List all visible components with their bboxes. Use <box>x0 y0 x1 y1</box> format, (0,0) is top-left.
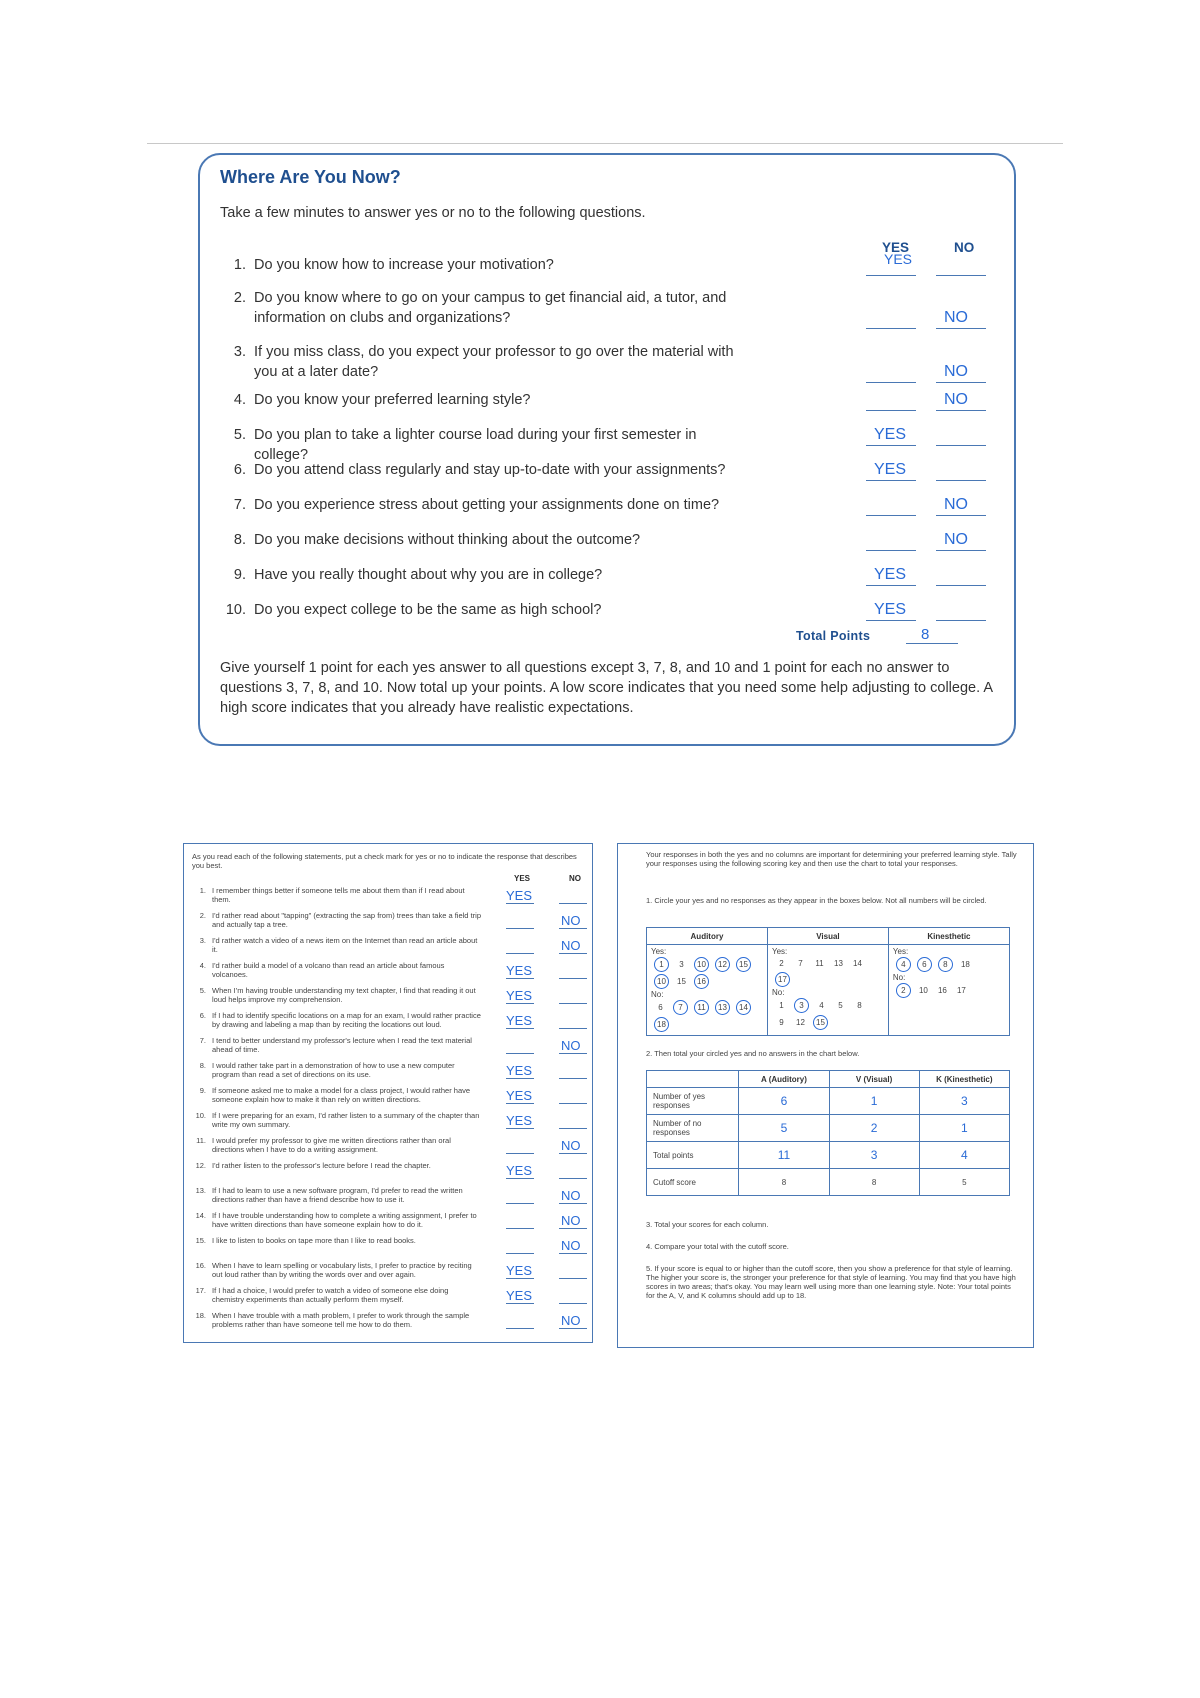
no-check-line[interactable] <box>559 1178 587 1179</box>
circled-number: 3 <box>794 998 809 1013</box>
item-text: When I'm having trouble understanding my text chapter, I find that reading it out loud helps improve my comprehension. <box>212 986 476 1004</box>
yes-check-line[interactable] <box>506 1178 534 1179</box>
key-number: 3 <box>679 960 684 969</box>
key-cell-visual <box>767 945 888 1036</box>
visual-score: 8 <box>829 1169 919 1196</box>
yes-check-line[interactable] <box>506 1003 534 1004</box>
yes-check-line[interactable] <box>506 903 534 904</box>
item-text: If I had to learn to use a new software program, I'd prefer to read the written directions rather than have a friend describe how to use it. <box>212 1186 463 1204</box>
key-number: 1 <box>779 1001 784 1010</box>
no-check-line[interactable] <box>559 1278 587 1279</box>
yes-check-line[interactable] <box>506 978 534 979</box>
score-row <box>647 1142 1010 1169</box>
item-number: 4. <box>199 961 206 970</box>
item-number: 17. <box>195 1286 206 1295</box>
handwritten-answer: YES <box>874 566 907 583</box>
question-number: 3. <box>233 344 246 360</box>
circled-number: 18 <box>654 1017 669 1032</box>
quiz-title: Where Are You Now? <box>220 167 401 187</box>
no-check-line[interactable] <box>559 1053 587 1054</box>
item-number: 8. <box>199 1061 206 1070</box>
question-number: 4. <box>233 392 246 408</box>
item-number: 1. <box>199 886 206 895</box>
handwritten-answer: NO <box>944 309 968 326</box>
handwritten-answer: NO <box>561 1213 581 1228</box>
score-row <box>647 1115 1010 1142</box>
questionnaire-no-header: NO <box>569 874 581 883</box>
auditory-no-label: No: <box>651 990 664 999</box>
item-text: I would rather take part in a demonstration of how to use a new computer program than read a set of directions on its use. <box>212 1061 455 1079</box>
quiz-intro: Take a few minutes to answer yes or no to the following questions. <box>220 205 646 221</box>
yes-column-header: YES <box>882 240 910 255</box>
no-check-line[interactable] <box>559 1153 587 1154</box>
yes-answer-line[interactable] <box>866 515 916 516</box>
no-check-line[interactable] <box>559 1003 587 1004</box>
total-points-label: Total Points <box>796 629 871 643</box>
yes-answer-line[interactable] <box>866 445 916 446</box>
scoring-intro: Your responses in both the yes and no columns are important for determining your preferred learning style. Tally your responses using the following scoring key and then use the chart to total your responses. <box>646 850 1017 868</box>
yes-check-line[interactable] <box>506 1203 534 1204</box>
yes-check-line[interactable] <box>506 1253 534 1254</box>
total-points-line <box>906 643 958 644</box>
handwritten-answer: YES <box>506 988 533 1003</box>
question-text: Do you know where to go on your campus to get financial aid, a tutor, and information on clubs and organizations? <box>254 290 727 326</box>
yes-check-line[interactable] <box>506 1028 534 1029</box>
visual-no-numbers <box>772 997 884 1031</box>
auditory-no-numbers <box>651 999 763 1033</box>
yes-answer-line[interactable] <box>866 410 916 411</box>
auditory-score[interactable]: 6 <box>739 1088 829 1115</box>
item-text: If I have trouble understanding how to complete a writing assignment, I prefer to have written directions than have someone explain how to do it. <box>212 1211 477 1229</box>
item-number: 12. <box>195 1161 206 1170</box>
no-check-line[interactable] <box>559 978 587 979</box>
handwritten-answer: YES <box>874 426 907 443</box>
item-number: 10. <box>195 1111 206 1120</box>
questionnaire-yes-header: YES <box>514 874 531 883</box>
circled-number: 11 <box>694 1000 709 1015</box>
question-text: Have you really thought about why you are in college? <box>254 567 603 583</box>
yes-answer-line[interactable] <box>866 585 916 586</box>
key-number: 17 <box>956 986 966 995</box>
handwritten-answer: YES <box>874 601 907 618</box>
question-number: 10. <box>225 602 246 618</box>
no-check-line[interactable] <box>559 953 587 954</box>
no-answer-line[interactable] <box>936 620 986 621</box>
no-check-line[interactable] <box>559 1328 587 1329</box>
no-answer-line[interactable] <box>936 275 986 276</box>
item-text: I'd rather watch a video of a news item on the Internet than read an article about it. <box>212 936 478 954</box>
circled-number: 1 <box>654 957 669 972</box>
no-check-line[interactable] <box>559 1128 587 1129</box>
circled-number: 13 <box>715 1000 730 1015</box>
question-number: 9. <box>233 567 246 583</box>
item-number: 5. <box>199 986 206 995</box>
handwritten-answer: YES <box>506 1013 533 1028</box>
circled-number: 15 <box>813 1015 828 1030</box>
circled-number: 4 <box>896 957 911 972</box>
handwritten-answer: NO <box>561 938 581 953</box>
auditory-score[interactable]: 11 <box>739 1142 829 1169</box>
no-check-line[interactable] <box>559 928 587 929</box>
key-cell-auditory <box>647 945 768 1036</box>
visual-no-label: No: <box>771 988 785 997</box>
score-row <box>647 1169 1010 1196</box>
kinesthetic-score[interactable]: 4 <box>919 1142 1009 1169</box>
yes-answer-line[interactable] <box>866 620 916 621</box>
question-text: Do you expect college to be the same as high school? <box>254 602 602 618</box>
key-number: 7 <box>798 959 803 968</box>
key-number: 4 <box>819 1001 824 1010</box>
key-number: 18 <box>960 960 970 969</box>
yes-check-line[interactable] <box>506 928 534 929</box>
score-header-visual: V (Visual) <box>829 1071 919 1088</box>
key-number: 11 <box>815 959 824 968</box>
key-number: 5 <box>838 1001 843 1010</box>
key-number: 12 <box>796 1018 805 1027</box>
item-text: I tend to better understand my professor's lecture when I read the text material ahead of time. <box>212 1036 472 1054</box>
question-text: Do you plan to take a lighter course load during your first semester in college? <box>254 427 697 463</box>
question-number: 2. <box>233 290 246 306</box>
handwritten-answer: YES <box>506 1113 533 1128</box>
key-header-auditory: Auditory <box>647 928 768 945</box>
question-text: Do you make decisions without thinking about the outcome? <box>254 532 641 548</box>
no-answer-line[interactable] <box>936 550 986 551</box>
handwritten-answer: NO <box>561 1313 581 1328</box>
handwritten-answer: YES <box>506 963 533 978</box>
no-check-line[interactable] <box>559 1203 587 1204</box>
item-number: 16. <box>195 1261 206 1270</box>
scoring-step-2: 2. Then total your circled yes and no answers in the chart below. <box>646 1049 860 1058</box>
handwritten-answer: NO <box>561 913 581 928</box>
no-check-line[interactable] <box>559 1028 587 1029</box>
item-text: When I have to learn spelling or vocabulary lists, I prefer to practice by reciting out loud rather than by writing the words over and over again. <box>212 1261 472 1279</box>
handwritten-answer: YES <box>506 1063 533 1078</box>
score-header-auditory: A (Auditory) <box>739 1071 829 1088</box>
score-row-label: Number of no responses <box>647 1115 739 1142</box>
question-text: Do you attend class regularly and stay up-to-date with your assignments? <box>254 462 726 478</box>
circled-number: 12 <box>715 957 730 972</box>
item-number: 11. <box>196 1136 206 1145</box>
question-6 <box>220 460 780 480</box>
circled-number: 10 <box>694 957 709 972</box>
yes-check-line[interactable] <box>506 1228 534 1229</box>
yes-check-line[interactable] <box>506 1328 534 1329</box>
handwritten-answer: YES <box>874 461 907 478</box>
item-number: 14. <box>195 1211 206 1220</box>
handwritten-answer: NO <box>561 1038 581 1053</box>
yes-answer-line[interactable] <box>866 275 916 276</box>
no-check-line[interactable] <box>559 903 587 904</box>
item-text: I'd rather listen to the professor's lecture before I read the chapter. <box>212 1161 431 1170</box>
circled-number: 7 <box>673 1000 688 1015</box>
score-row-label: Cutoff score <box>647 1169 739 1196</box>
question-3 <box>220 342 780 382</box>
circled-number: 10 <box>654 974 669 989</box>
key-header-kinesthetic: Kinesthetic <box>888 928 1009 945</box>
item-number: 18. <box>195 1311 206 1320</box>
learning-style-questionnaire <box>183 843 593 1343</box>
item-text: If someone asked me to make a model for a class project, I would rather have someone explain how to make it than rely on written directions. <box>212 1086 471 1104</box>
no-answer-line[interactable] <box>936 480 986 481</box>
item-number: 15. <box>195 1236 206 1245</box>
circled-number: 2 <box>896 983 911 998</box>
item-text: I'd rather build a model of a volcano than read an article about famous volcanoes. <box>212 961 445 979</box>
question-8 <box>220 530 780 550</box>
no-column-header: NO <box>954 240 975 255</box>
no-check-line[interactable] <box>559 1078 587 1079</box>
handwritten-answer: YES <box>884 251 913 267</box>
key-cell-kinesthetic <box>888 945 1009 1036</box>
handwritten-answer: NO <box>944 531 968 548</box>
question-7 <box>220 495 780 515</box>
item-number: 3. <box>199 936 206 945</box>
kinesthetic-score: 5 <box>919 1169 1009 1196</box>
score-row-label: Number of yes responses <box>647 1088 739 1115</box>
circled-number: 16 <box>694 974 709 989</box>
question-9 <box>220 565 780 585</box>
scoring-step-3: 3. Total your scores for each column. <box>646 1220 769 1229</box>
no-check-line[interactable] <box>559 1303 587 1304</box>
yes-check-line[interactable] <box>506 953 534 954</box>
handwritten-answer: NO <box>561 1238 581 1253</box>
item-text: I would prefer my professor to give me written directions rather than oral directions when I have to do a writing assignment. <box>212 1136 451 1154</box>
yes-check-line[interactable] <box>506 1053 534 1054</box>
score-totals-table <box>646 1070 1010 1196</box>
item-number: 13. <box>195 1186 206 1195</box>
total-points-value[interactable]: 8 <box>921 626 930 643</box>
handwritten-answer: NO <box>561 1188 581 1203</box>
yes-answer-line[interactable] <box>866 550 916 551</box>
auditory-yes-numbers <box>651 956 763 990</box>
kinesthetic-no-numbers <box>893 982 1005 999</box>
item-text: I'd rather read about "tapping" (extracting the sap from) trees than take a field trip and actually tap a tree. <box>212 911 481 929</box>
key-number: 8 <box>857 1001 862 1010</box>
circled-number: 8 <box>938 957 953 972</box>
scoring-instructions: Give yourself 1 point for each yes answer to all questions except 3, 7, 8, and 10 and 1 point for each no answer to questions 3, 7, 8, and 10. Now total up your points. A low score indicates that you need some help adjusting to college. A high score indicates that you already have realistic expectations. <box>220 660 993 716</box>
no-check-line[interactable] <box>559 1228 587 1229</box>
kinesthetic-yes-numbers <box>893 956 1005 973</box>
yes-check-line[interactable] <box>506 1153 534 1154</box>
no-answer-line[interactable] <box>936 585 986 586</box>
score-row-label: Total points <box>647 1142 739 1169</box>
questionnaire-intro: As you read each of the following statements, put a check mark for yes or no to indicate the response that describes you best. <box>192 852 577 870</box>
question-2 <box>220 288 780 328</box>
yes-answer-line[interactable] <box>866 328 916 329</box>
visual-yes-label: Yes: <box>771 947 788 956</box>
question-5 <box>220 425 780 465</box>
scoring-step-1: 1. Circle your yes and no responses as they appear in the boxes below. Not all numbers will be circled. <box>646 896 987 905</box>
kinesthetic-yes-label: Yes: <box>892 947 909 956</box>
yes-check-line[interactable] <box>506 1303 534 1304</box>
circled-number: 6 <box>917 957 932 972</box>
scoring-step-5: 5. If your score is equal to or higher than the cutoff score, then you show a preference for that style of learning. The higher your score is, the stronger your preference for that style of learning. You may find that you have high scores in two areas; that's okay. You may learn well using more than one learning style. Note: Your total points for the A, V, and K columns should add up to 18. <box>646 1264 1016 1300</box>
question-number: 8. <box>233 532 246 548</box>
question-4 <box>220 390 780 410</box>
auditory-score: 8 <box>739 1169 829 1196</box>
item-text: I like to listen to books on tape more than I like to read books. <box>212 1236 416 1245</box>
item-number: 2. <box>199 911 206 920</box>
score-header-kinesthetic: K (Kinesthetic) <box>919 1071 1009 1088</box>
yes-check-line[interactable] <box>506 1103 534 1104</box>
score-header-blank <box>647 1071 739 1088</box>
question-number: 7. <box>233 497 246 513</box>
yes-check-line[interactable] <box>506 1078 534 1079</box>
item-text: If I had to identify specific locations on a map for an exam, I would rather practice by drawing and labeling a map than by reciting the locations out loud. <box>212 1011 481 1029</box>
key-number: 6 <box>658 1003 663 1012</box>
item-number: 6. <box>199 1011 206 1020</box>
yes-answer-line[interactable] <box>866 480 916 481</box>
question-text: Do you experience stress about getting your assignments done on time? <box>254 497 720 513</box>
item-number: 7. <box>199 1036 206 1045</box>
question-number: 1. <box>233 257 246 273</box>
circled-number: 15 <box>736 957 751 972</box>
kinesthetic-no-label: No: <box>892 973 906 982</box>
no-answer-line[interactable] <box>936 515 986 516</box>
no-answer-line[interactable] <box>936 445 986 446</box>
key-number: 16 <box>937 986 947 995</box>
kinesthetic-score[interactable]: 3 <box>919 1088 1009 1115</box>
question-text: Do you know your preferred learning style? <box>254 392 531 408</box>
yes-check-line[interactable] <box>506 1278 534 1279</box>
no-check-line[interactable] <box>559 1103 587 1104</box>
handwritten-answer: YES <box>506 1263 533 1278</box>
circled-number: 17 <box>775 972 790 987</box>
no-answer-line[interactable] <box>936 328 986 329</box>
key-number: 13 <box>834 959 843 968</box>
circled-number: 14 <box>736 1000 751 1015</box>
question-1 <box>220 255 780 275</box>
auditory-score[interactable]: 5 <box>739 1115 829 1142</box>
top-rule <box>147 143 1063 144</box>
question-text: If you miss class, do you expect your professor to go over the material with you at a later date? <box>254 344 734 380</box>
key-number: 10 <box>918 986 928 995</box>
kinesthetic-score[interactable]: 1 <box>919 1115 1009 1142</box>
handwritten-answer: YES <box>506 1088 533 1103</box>
item-text: If I were preparing for an exam, I'd rather listen to a summary of the chapter than write my own summary. <box>212 1111 480 1129</box>
key-number: 14 <box>853 959 862 968</box>
handwritten-answer: YES <box>506 1163 533 1178</box>
visual-yes-numbers <box>772 956 884 988</box>
visual-score[interactable]: 1 <box>829 1088 919 1115</box>
handwritten-answer: NO <box>944 391 968 408</box>
visual-score[interactable]: 2 <box>829 1115 919 1142</box>
scoring-panel <box>617 843 1034 1348</box>
handwritten-answer: YES <box>506 888 533 903</box>
question-10 <box>220 600 780 620</box>
item-number: 9. <box>199 1086 206 1095</box>
auditory-yes-label: Yes: <box>651 947 667 956</box>
visual-score[interactable]: 3 <box>829 1142 919 1169</box>
yes-check-line[interactable] <box>506 1128 534 1129</box>
key-number: 15 <box>677 977 686 986</box>
handwritten-answer: NO <box>944 496 968 513</box>
no-answer-line[interactable] <box>936 382 986 383</box>
quiz-box <box>198 153 1016 746</box>
item-text: If I had a choice, I would prefer to watch a video of someone else doing chemistry experiments than actually perform them myself. <box>212 1286 449 1304</box>
handwritten-answer: NO <box>561 1138 581 1153</box>
question-number: 6. <box>233 462 246 478</box>
question-text: Do you know how to increase your motivation? <box>254 257 554 273</box>
question-number: 5. <box>233 427 246 443</box>
item-text: When I have trouble with a math problem, I prefer to work through the sample problems rather than have someone tell me how to do them. <box>212 1311 470 1329</box>
key-number: 9 <box>779 1018 784 1027</box>
yes-answer-line[interactable] <box>866 382 916 383</box>
no-check-line[interactable] <box>559 1253 587 1254</box>
no-answer-line[interactable] <box>936 410 986 411</box>
handwritten-answer: NO <box>944 363 968 380</box>
key-number: 2 <box>779 959 784 968</box>
scoring-key-table <box>646 927 1010 1036</box>
key-header-visual: Visual <box>767 928 888 945</box>
handwritten-answer: YES <box>506 1288 533 1303</box>
score-row <box>647 1088 1010 1115</box>
item-text: I remember things better if someone tells me about them than if I read about them. <box>212 886 465 904</box>
scoring-step-4: 4. Compare your total with the cutoff score. <box>646 1242 789 1251</box>
